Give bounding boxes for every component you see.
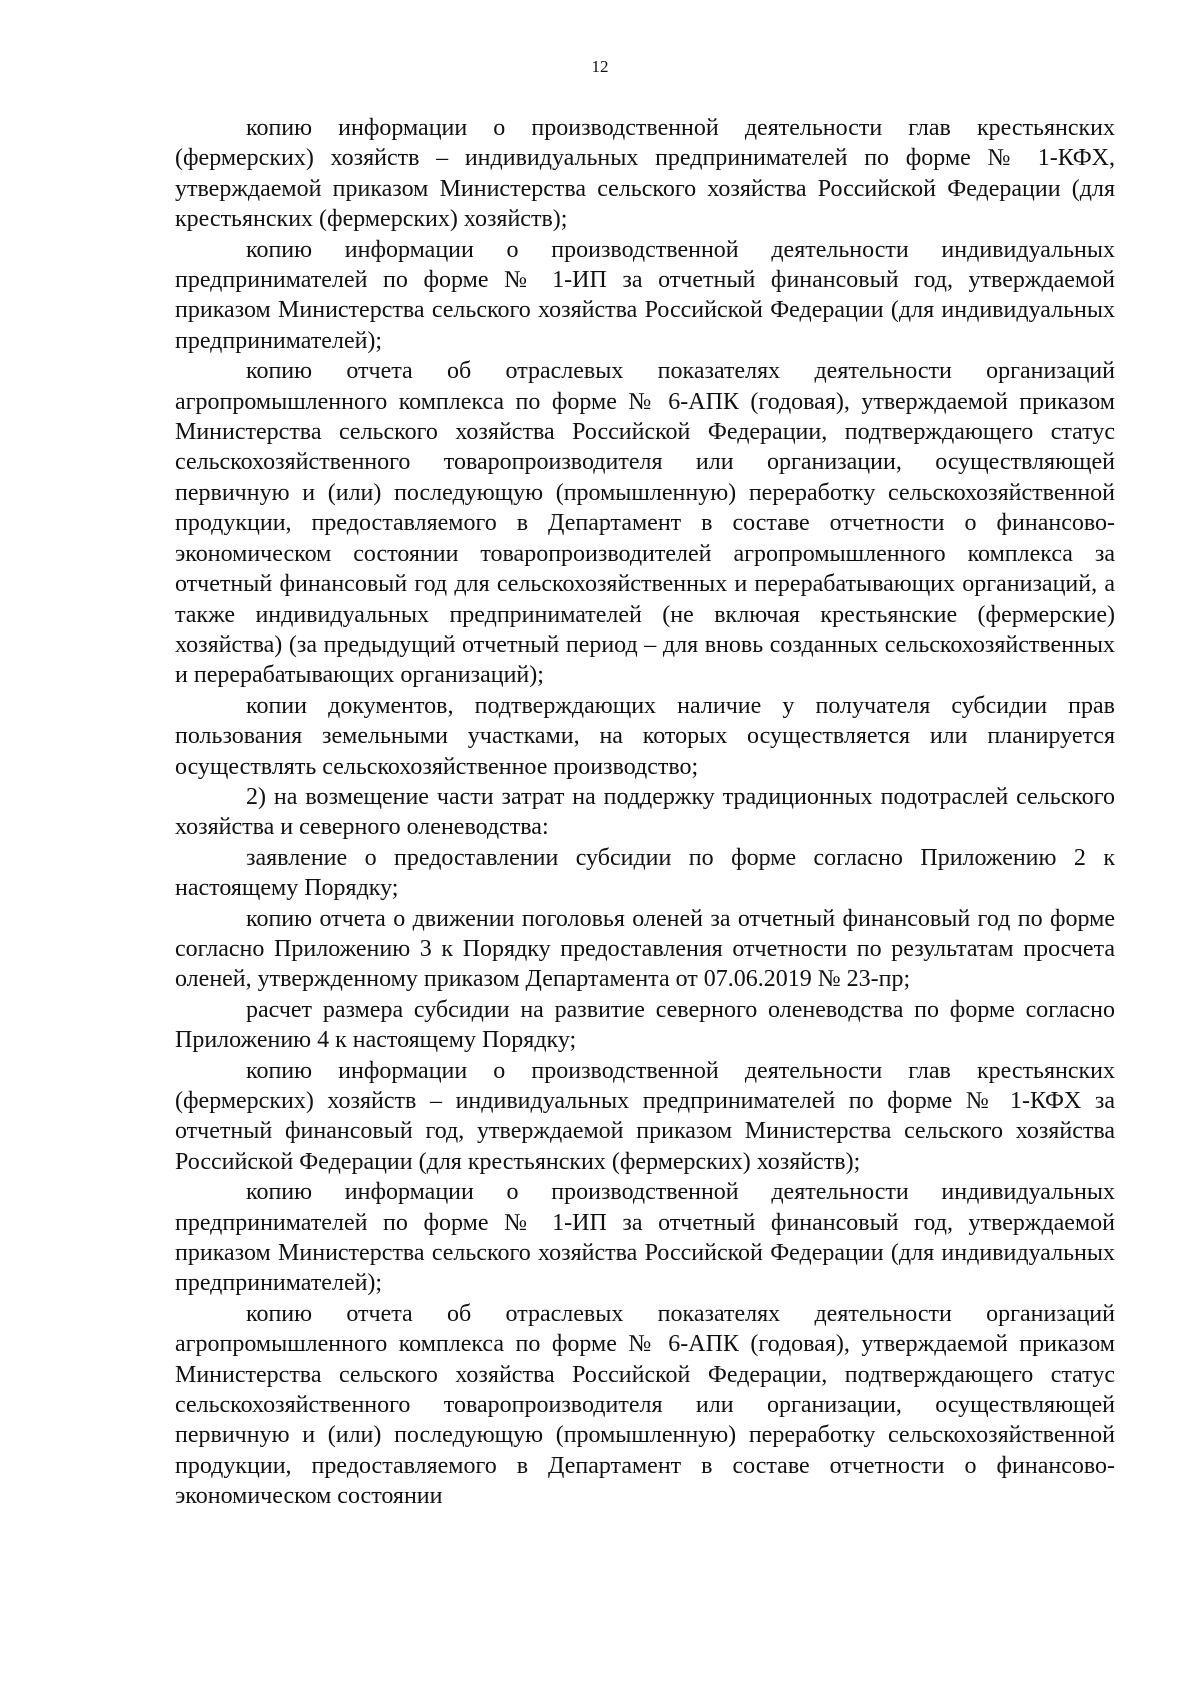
paragraph-1ip-copy-2: копию информации о производственной деятельности индивидуальных предпринимателей по форме № 1-ИП за отчетный финансовый год, утверждаемой приказом Министерства сельского хозяйства Российской Федерации (для индивидуальных предпринимателей); xyxy=(175,1179,1115,1297)
paragraph-1kfh-copy: копию информации о производственной деятельности глав крестьянских (фермерских) хозяйств – индивидуальных предпринимателей по форме № 1-КФХ, утверждаемой приказом Министерства сельского хозяйства Российской Федерации (для крестьянских (фермерских) хозяйств); xyxy=(175,115,1115,233)
paragraph-6apk-copy-2: копию отчета об отраслевых показателях деятельности организаций агропромышленного комплекса по форме № 6-АПК (годовая), утверждаемой приказом Министерства сельского хозяйства Российской Федерации, подтверждающего статус сельскохозяйственного товаропроизводителя или организации, осуществляющей первичную и (или) последующую (промышленную) переработку сельскохозяйственной продукции, предоставляемого в Департамент в составе отчетности о финансово-экономическом состоянии xyxy=(175,1300,1115,1510)
paragraph-subsidy-calculation: расчет размера субсидии на развитие северного оленеводства по форме согласно Приложению 4 к настоящему Порядку; xyxy=(175,996,1115,1054)
paragraph-application: заявление о предоставлении субсидии по форме согласно Приложению 2 к настоящему Порядку; xyxy=(175,844,1115,902)
paragraph-6apk-copy: копию отчета об отраслевых показателях деятельности организаций агропромышленного комплекса по форме № 6-АПК (годовая), утверждаемой приказом Министерства сельского хозяйства Российской Федерации, подтверждающего статус сельскохозяйственного товаропроизводителя или организации, осуществляющей первичную и (или) последующую (промышленную) переработку сельскохозяйственной продукции, предоставляемого в Департамент в составе отчетности о финансово-экономическом состоянии товаропроизводителей агропромышленного комплекса за отчетный финансовый год для сельскохозяйственных и перерабатывающих организаций, а также индивидуальных предпринимателей (не включая крестьянские (фермерские) хозяйства) (за предыдущий отчетный период – для вновь созданных сельскохозяйственных и перерабатывающих организаций); xyxy=(175,358,1115,689)
paragraph-item-2: 2) на возмещение части затрат на поддержку традиционных подотраслей сельского хозяйства и северного оленеводства: xyxy=(175,783,1115,841)
paragraph-reindeer-report: копию отчета о движении поголовья оленей за отчетный финансовый год по форме согласно Приложению 3 к Порядку предоставления отчетности по результатам просчета оленей, утвержденному приказом Департамента от 07.06.2019 № 23-пр; xyxy=(175,905,1115,993)
paragraph-1ip-copy: копию информации о производственной деятельности индивидуальных предпринимателей по форме № 1-ИП за отчетный финансовый год, утверждаемой приказом Министерства сельского хозяйства Российской Федерации (для индивидуальных предпринимателей); xyxy=(175,236,1115,354)
page-number: 12 xyxy=(591,57,609,76)
paragraph-1kfh-copy-2: копию информации о производственной деятельности глав крестьянских (фермерских) хозяйств – индивидуальных предпринимателей по форме № 1-КФХ за отчетный финансовый год, утверждаемой приказом Министерства сельского хозяйства Российской Федерации (для крестьянских (фермерских) хозяйств); xyxy=(175,1057,1115,1175)
document-body xyxy=(175,113,1115,1512)
paragraph-land-documents: копии документов, подтверждающих наличие у получателя субсидии прав пользования земельными участками, на которых осуществляется или планируется осуществлять сельскохозяйственное производство; xyxy=(175,692,1115,780)
